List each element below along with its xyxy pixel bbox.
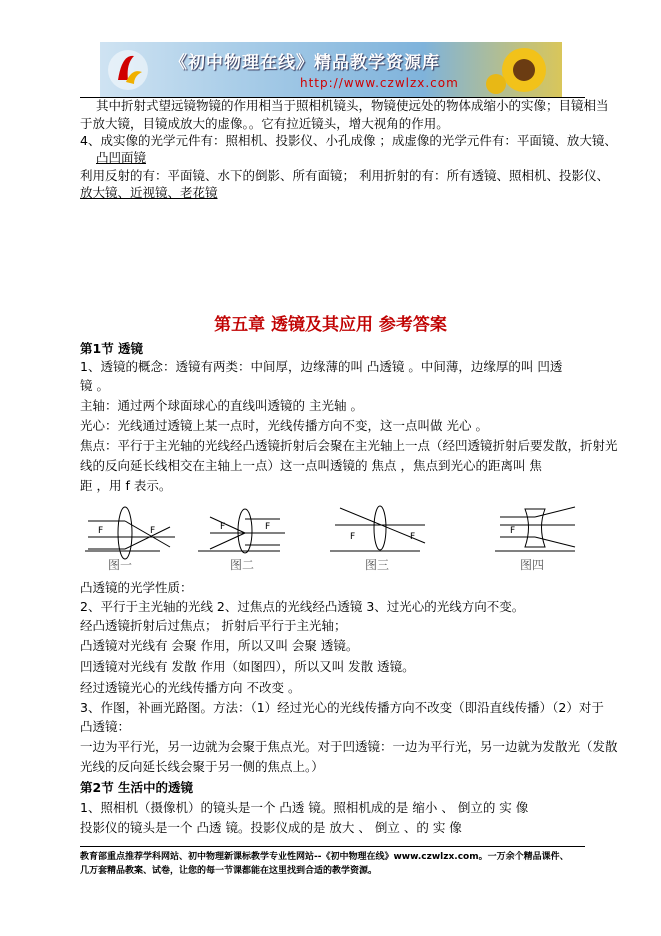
text-line: 于放大镜，目镜成放大的虚像。。它有拉近镜头，增大视角的作用。 xyxy=(80,116,449,131)
figure-caption: 图一 xyxy=(108,558,133,572)
footer-line: 几万套精品教案、试卷，让您的每一节课都能在这里找到合适的教学资源。 xyxy=(80,866,378,876)
figure-caption: 图二 xyxy=(230,558,255,572)
banner-url: http://www.czwlzx.com xyxy=(300,76,459,90)
text-line: 投影仪的镜头是一个 凸透 镜。投影仪成的是 放大 、 倒立 、的 实 像 xyxy=(80,820,462,835)
focus-label: F xyxy=(220,522,226,532)
text-line: 凸透镜对光线有 会聚 作用，所以又叫 会聚 透镜。 xyxy=(80,638,359,653)
text-line: 2、平行于主光轴的光线 2、过焦点的光线经凸透镜 3、过光心的光线方向不变。 xyxy=(80,599,525,614)
text-line: 1、透镜的概念：透镜有两类：中间厚，边缘薄的叫 凸透镜 。中间薄，边缘厚的叫 凹透 xyxy=(80,359,563,374)
text-line: 经过透镜光心的光线传播方向 不改变 。 xyxy=(80,680,301,695)
header-banner xyxy=(100,42,562,98)
figure-caption: 图三 xyxy=(365,558,390,572)
text-line: 凸凹面镜 xyxy=(96,150,147,165)
lens-diagrams xyxy=(80,503,585,575)
text-line: 距 ，用 f 表示。 xyxy=(80,478,172,493)
text-line: 镜 。 xyxy=(80,378,109,393)
text-line: 光心：光线通过透镜上某一点时，光线传播方向不变，这一点叫做 光心 。 xyxy=(80,418,488,433)
focus-label: F xyxy=(510,526,516,536)
focus-label: F xyxy=(410,532,416,542)
figure-caption: 图四 xyxy=(520,558,545,572)
banner-title: 《初中物理在线》精品教学资源库 xyxy=(170,53,440,73)
text-line: 光线的反向延长线会聚于另一侧的焦点上。） xyxy=(80,759,324,774)
section-heading: 第1节 透镜 xyxy=(80,341,144,356)
logo-icon xyxy=(104,46,152,94)
text-line: 其中折射式望远镜物镜的作用相当于照相机镜头，物镜使远处的物体成缩小的实像；目镜相当 xyxy=(96,98,609,113)
chapter-title: 第五章 透镜及其应用 参考答案 xyxy=(214,315,447,335)
focus-label: F xyxy=(150,526,156,536)
text-line: 主轴：通过两个球面球心的直线叫透镜的 主光轴 。 xyxy=(80,398,363,413)
text-line: 凸透镜的光学性质： xyxy=(80,580,193,595)
sunflower-icon xyxy=(484,44,554,96)
text-line: 一边为平行光，另一边就为会聚于焦点光。对于凹透镜：一边为平行光，另一边就为发散光（发散 xyxy=(80,739,618,754)
text-line: 凹透镜对光线有 发散 作用（如图四），所以又叫 发散 透镜。 xyxy=(80,659,415,674)
footer-rule xyxy=(80,846,585,847)
text-line: 4、成实像的光学元件有：照相机、投影仪、小孔成像 ；成虚像的光学元件有：平面镜、放大镜、 xyxy=(80,133,617,148)
footer-line: 教育部重点推荐学科网站、初中物理新课标教学专业性网站--《初中物理在线》www.czwlzx.com。一万余个精品课件、 xyxy=(80,852,569,862)
text-line: 放大镜、近视镜、老花镜 xyxy=(80,185,218,200)
text-line: 1、照相机（摄像机）的镜头是一个 凸透 镜。照相机成的是 缩小 、 倒立的 实 像 xyxy=(80,800,529,815)
text-line: 线的反向延长线相交在主轴上一点）这一点叫透镜的 焦点 ，焦点到光心的距离叫 焦 xyxy=(80,458,542,473)
footer xyxy=(80,850,592,878)
text-line: 利用反射的有：平面镜、水下的倒影、所有面镜； 利用折射的有：所有透镜、照相机、投影仪、 xyxy=(80,168,609,183)
section-heading: 第2节 生活中的透镜 xyxy=(80,780,194,795)
focus-label: F xyxy=(98,526,104,536)
focus-label: F xyxy=(265,522,271,532)
focus-label: F xyxy=(350,532,356,542)
text-line: 凸透镜： xyxy=(80,719,131,734)
text-line: 3、作图，补画光路图。方法：（1）经过光心的光线传播方向不改变（即沿直线传播）（2）对于 xyxy=(80,700,604,715)
text-line: 经凸透镜折射后过焦点； 折射后平行于主光轴； xyxy=(80,618,347,633)
text-line: 焦点：平行于主光轴的光线经凸透镜折射后会聚在主光轴上一点（经凹透镜折射后要发散，折射光 xyxy=(80,438,618,453)
